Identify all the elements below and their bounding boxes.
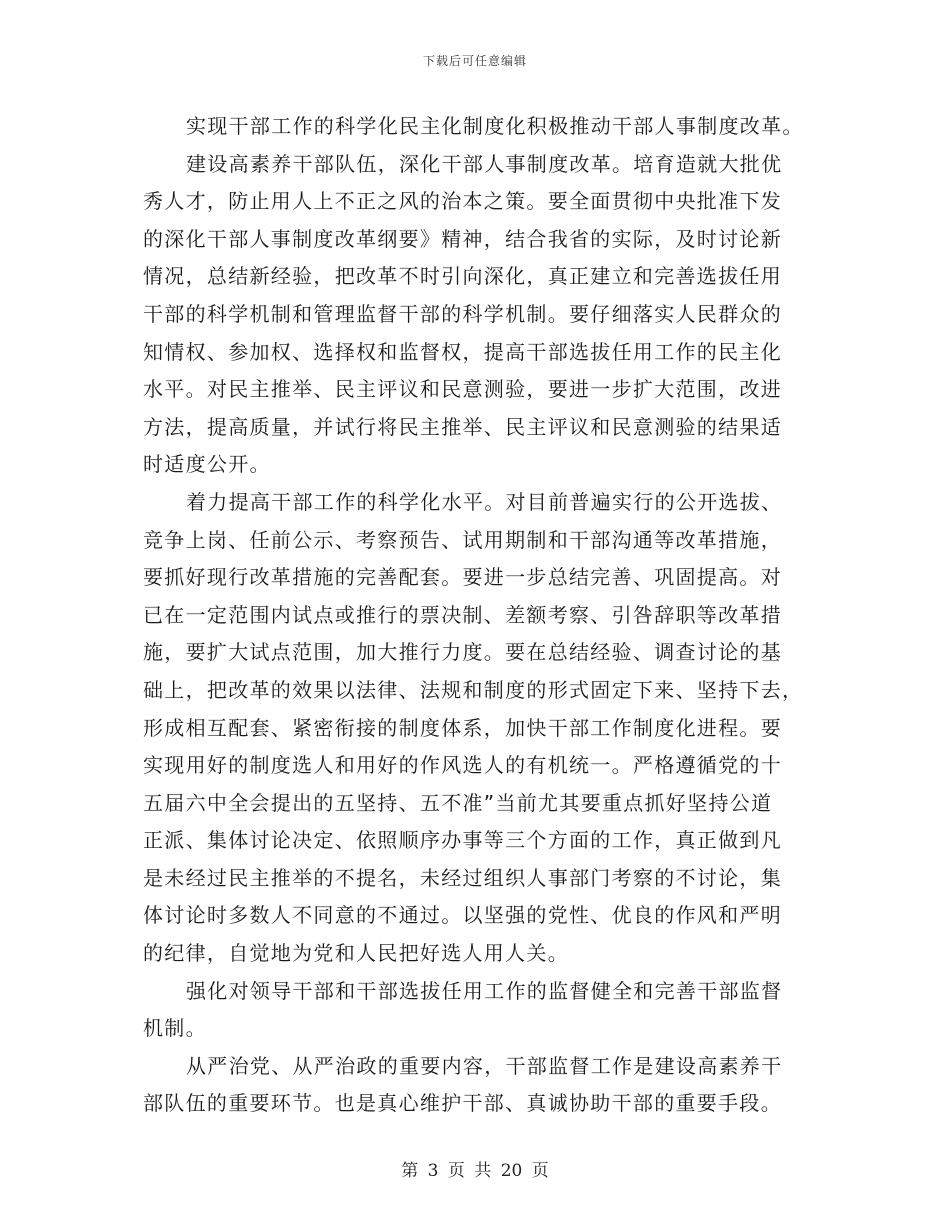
text-line: 正派、集体讨论决定、依照顺序办事等三个方面的工作，真正做到凡 [143,828,782,853]
text-line: 的深化干部人事制度改革纲要》精神，结合我省的实际，及时讨论新 [143,226,782,251]
text-line: 着力提高干部工作的科学化水平。对目前普遍实行的公开选拔、 [186,489,783,514]
text-line: 实现干部工作的科学化民主化制度化积极推动干部人事制度改革。 [186,114,804,138]
text-line: 已在一定范围内试点或推行的票决制、差额考察、引咎辞职等改革措 [143,602,782,627]
text-line: 施，要扩大试点范围，加大推行力度。要在总结经验、调查讨论的基 [143,640,782,665]
page-header: 下载后可任意编辑 [422,54,527,68]
document-body [143,108,808,1123]
text-line: 知情权、参加权、选择权和监督权，提高干部选拔任用工作的民主化 [143,339,782,364]
text-line: 是未经过民主推举的不提名，未经过组织人事部门考察的不讨论，集 [143,865,782,890]
text-line: 秀人才，防止用人上不正之风的治本之策。要全面贯彻中央批准下发 [143,189,782,214]
text-line: 方法，提高质量，并试行将民主推举、民主评议和民意测验的结果适 [143,414,782,439]
text-line: 从严治党、从严治政的重要内容，干部监督工作是建设高素养干 [186,1053,783,1078]
text-line: 机制。 [143,1016,207,1041]
text-line: 实现用好的制度选人和用好的作风选人的有机统一。严格遵循党的十 [143,753,782,778]
text-line: 水平。对民主推举、民主评议和民意测验，要进一步扩大范围，改进 [143,377,782,402]
text-line: 体讨论时多数人不同意的不通过。以坚强的党性、优良的作风和严明 [143,903,782,928]
text-line: 时适度公开。 [143,452,271,477]
text-line: 的纪律，自觉地为党和人民把好选人用人关。 [143,941,569,966]
text-line: 部队伍的重要环节。也是真心维护干部、真诚协助干部的重要手段。 [143,1091,782,1116]
text-line: 竞争上岗、任前公示、考察预告、试用期制和干部沟通等改革措施， [143,527,782,552]
text-line: 强化对领导干部和干部选拔任用工作的监督健全和完善干部监督 [186,978,783,1003]
text-line: 干部的科学机制和管理监督干部的科学机制。要仔细落实人民群众的 [143,301,782,326]
text-line: 建设高素养干部队伍，深化干部人事制度改革。培育造就大批优 [186,151,783,176]
page-number-footer: 第 3 页 共 20 页 [401,1161,549,1181]
text-line: 要抓好现行改革措施的完善配套。要进一步总结完善、巩固提高。对 [143,565,782,590]
text-line: 五届六中全会提出的五坚持、五不准”当前尤其要重点抓好坚持公道 [143,790,773,815]
text-line: 形成相互配套、紧密衔接的制度体系，加快干部工作制度化进程。要 [143,715,782,740]
text-line: 础上，把改革的效果以法律、法规和制度的形式固定下来、坚持下去， [143,677,804,702]
text-line: 情况，总结新经验，把改革不时引向深化，真正建立和完善选拔任用 [143,264,782,289]
